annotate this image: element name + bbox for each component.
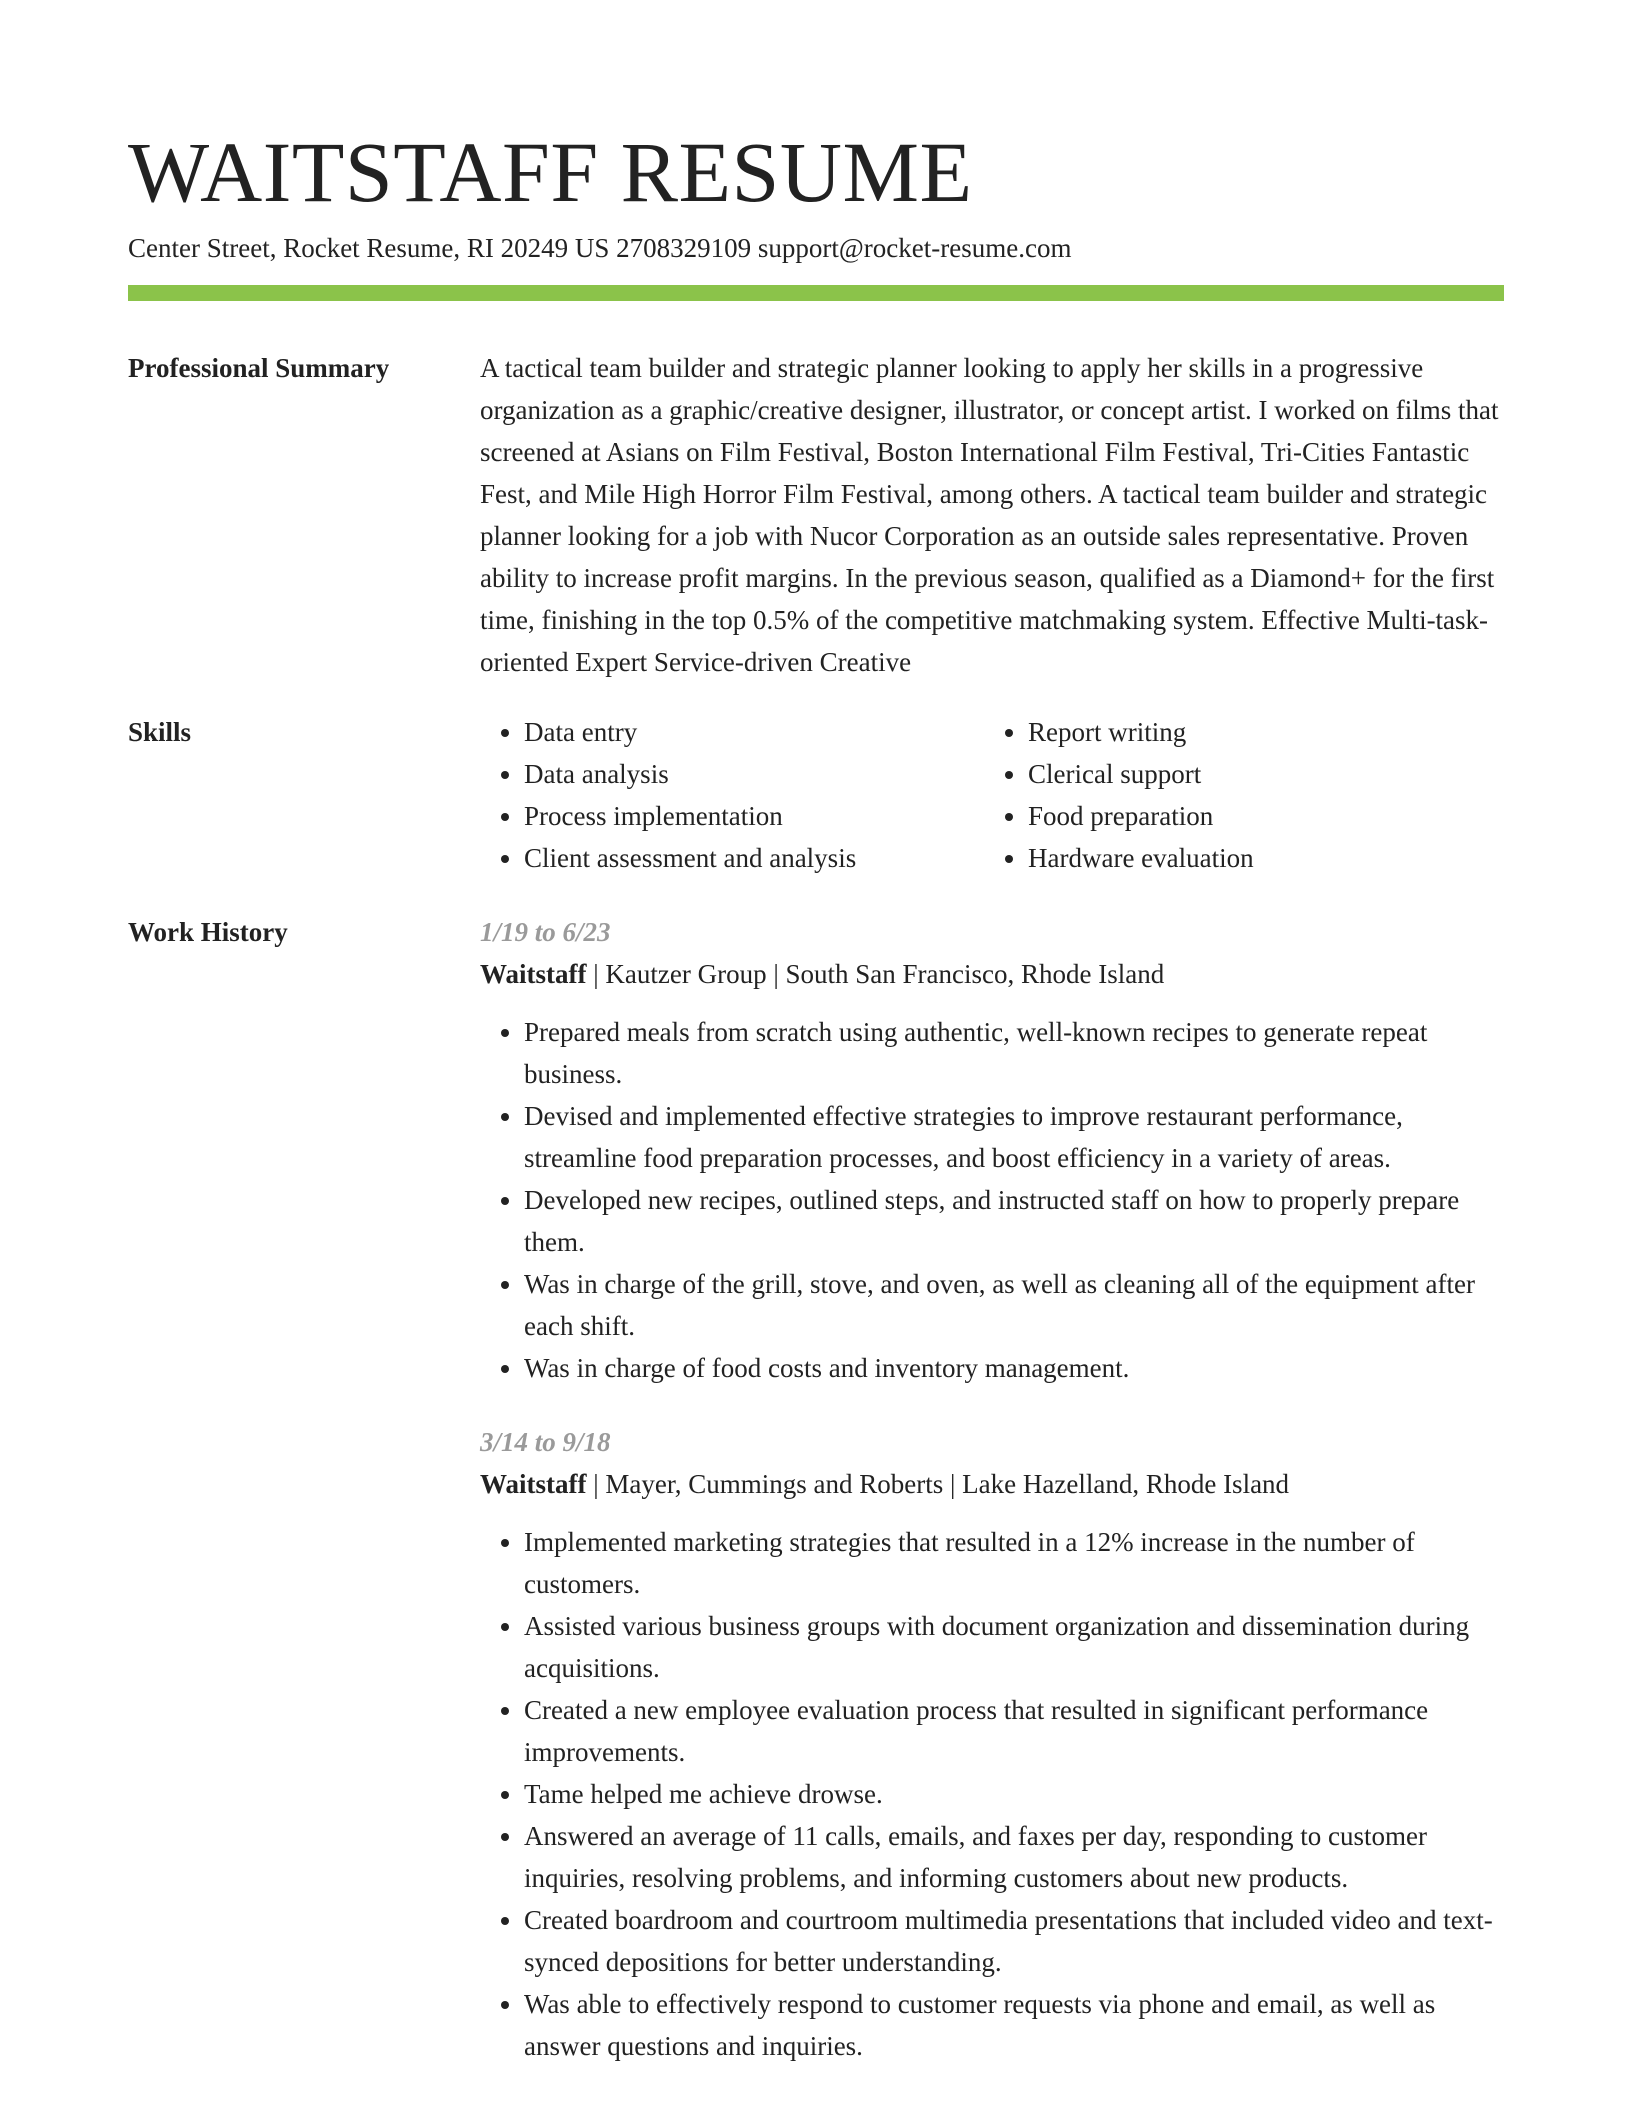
skill-item: • Food preparation <box>1028 795 1488 837</box>
job-details: | Kautzer Group | South San Francisco, Rhode Island <box>586 959 1165 989</box>
duty-item: • Was in charge of the grill, stove, and oven, as well as cleaning all of the equipment after each shift. <box>524 1263 1504 1347</box>
duty-item: • Prepared meals from scratch using authentic, well-known recipes to generate repeat business. <box>524 1011 1504 1095</box>
job-title: Waitstaff <box>480 959 587 989</box>
resume-title: WAITSTAFF RESUME <box>128 124 973 220</box>
summary-body <box>480 347 1504 683</box>
skill-item: • Report writing <box>1028 711 1488 753</box>
duty-item: • Answered an average of 11 calls, emails, and faxes per day, responding to customer inquiries, resolving problems, and informing customers about new products. <box>524 1815 1504 1899</box>
duty-item: • Assisted various business groups with document organization and dissemination during acquisitions. <box>524 1605 1504 1689</box>
duty-item: • Tame helped me achieve drowse. <box>524 1773 1504 1815</box>
job-details: | Mayer, Cummings and Roberts | Lake Hazelland, Rhode Island <box>586 1469 1290 1499</box>
duty-item: • Was in charge of food costs and inventory management. <box>524 1347 1504 1389</box>
job-heading <box>480 1463 1504 1505</box>
duty-item: • Developed new recipes, outlined steps, and instructed staff on how to properly prepare them. <box>524 1179 1504 1263</box>
job-dates: 3/14 to 9/18 <box>480 1427 611 1457</box>
job-heading <box>480 953 1504 995</box>
skill-item: • Data entry <box>524 711 984 753</box>
skill-item: • Clerical support <box>1028 753 1488 795</box>
skills-list-left <box>480 711 984 879</box>
job-duties-list <box>480 1011 1504 1389</box>
contact-info: Center Street, Rocket Resume, RI 20249 US 2708329109 support@rocket-resume.com <box>128 233 1072 263</box>
skills-body <box>480 711 1504 879</box>
skills-list-right <box>984 711 1488 879</box>
header-divider <box>128 285 1504 301</box>
duty-item: • Implemented marketing strategies that resulted in a 12% increase in the number of customers. <box>524 1521 1504 1605</box>
summary-heading: Professional Summary <box>128 353 390 383</box>
skills-heading: Skills <box>128 717 192 747</box>
work-history-heading: Work History <box>128 917 288 947</box>
skill-item: • Client assessment and analysis <box>524 837 984 879</box>
job-duties-list <box>480 1521 1504 2067</box>
skill-item: • Hardware evaluation <box>1028 837 1488 879</box>
duty-item: • Was able to effectively respond to customer requests via phone and email, as well as answer questions and inquiries. <box>524 1983 1504 2067</box>
job-entry <box>480 1421 1504 2067</box>
duty-item: • Devised and implemented effective strategies to improve restaurant performance, streamline food preparation processes, and boost efficiency in a variety of areas. <box>524 1095 1504 1179</box>
job-dates: 1/19 to 6/23 <box>480 917 611 947</box>
skill-item: • Process implementation <box>524 795 984 837</box>
job-title: Waitstaff <box>480 1469 587 1499</box>
skill-item: • Data analysis <box>524 753 984 795</box>
job-entry <box>480 911 1504 1389</box>
duty-item: • Created a new employee evaluation process that resulted in significant performance improvements. <box>524 1689 1504 1773</box>
work-history-body <box>480 911 1504 2061</box>
duty-item: • Created boardroom and courtroom multimedia presentations that included video and text-synced depositions for better understanding. <box>524 1899 1504 1983</box>
summary-text: A tactical team builder and strategic planner looking to apply her skills in a progressive organization as a graphic/creative designer, illustrator, or concept artist. I worked on films that screened at Asians on Film Festival, Boston International Film Festival, Tri-Cities Fantastic Fest, and Mile High Horror Film Festival, among others. A tactical team builder and strategic planner looking for a job with Nucor Corporation as an outside sales representative. Proven ability to increase profit margins. In the previous season, qualified as a Diamond+ for the first time, finishing in the top 0.5% of the competitive matchmaking system. Effective Multi-task-oriented Expert Service-driven Creative <box>480 353 1499 677</box>
